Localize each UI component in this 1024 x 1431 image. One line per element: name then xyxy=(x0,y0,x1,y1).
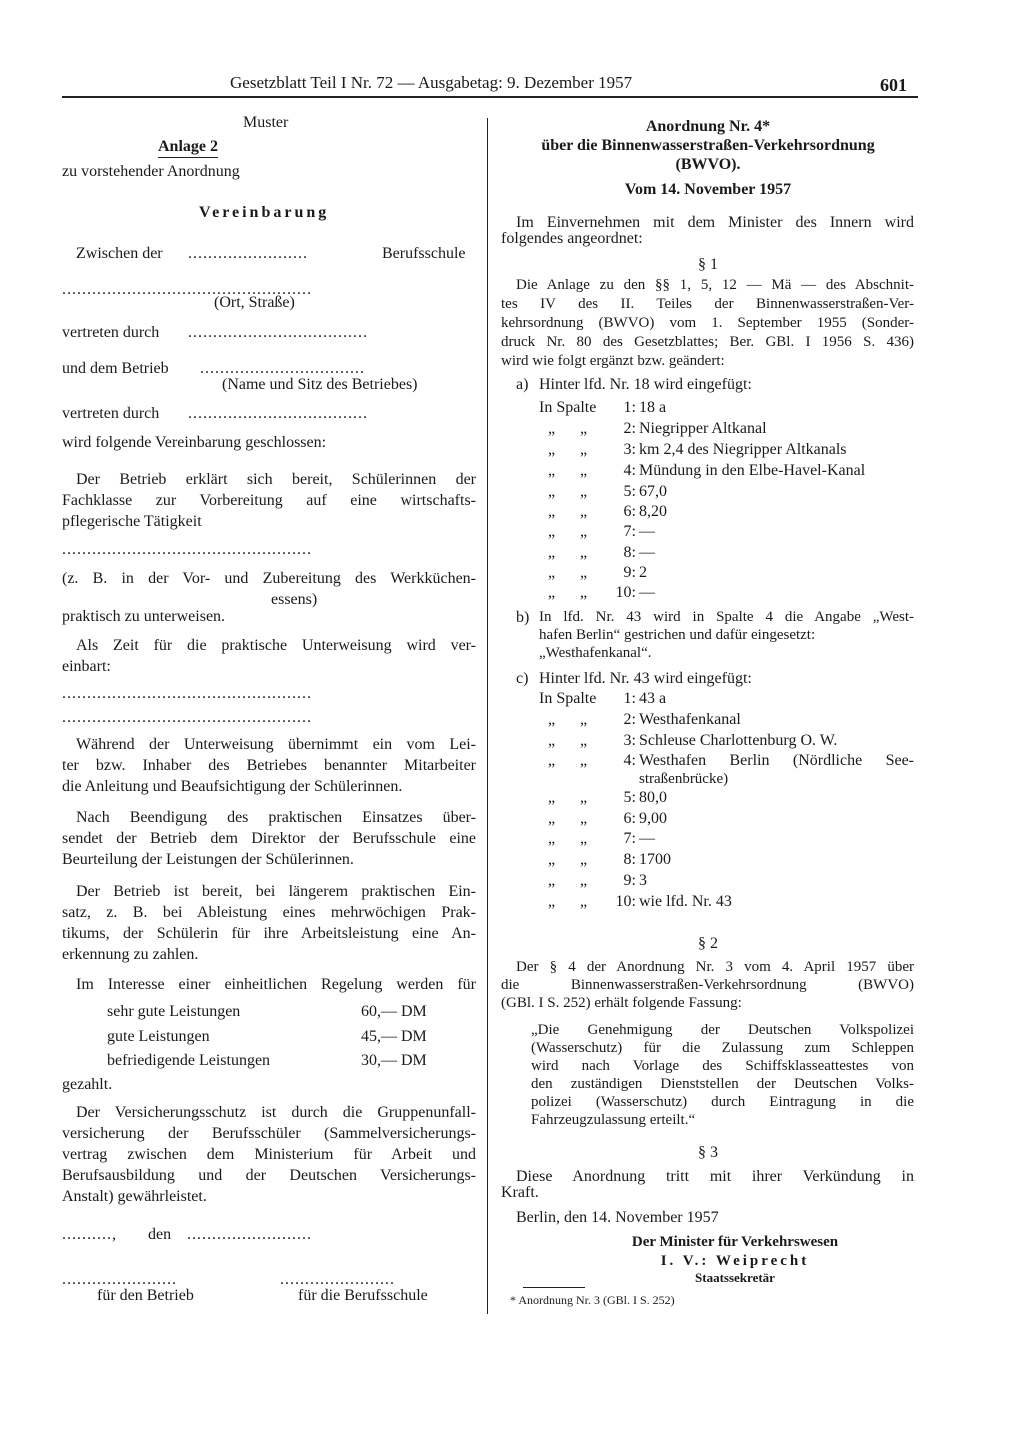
zwischen-blank: ........................ xyxy=(188,245,308,262)
footnote: * Anordnung Nr. 3 (GBl. I S. 252) xyxy=(510,1293,675,1307)
s1-line5: wird wie folgt ergänzt bzw. geändert: xyxy=(501,353,725,369)
agreement-intro: wird folgende Vereinbarung geschlossen: xyxy=(62,434,327,451)
activity-blank: .................................................. xyxy=(62,541,312,558)
signatory-role: Staatssekretär xyxy=(695,1270,775,1285)
s1-line1: Die Anlage zu den §§ 1, 5, 12 — Mä — des Abschnit- xyxy=(516,277,914,293)
column-number: 10: xyxy=(615,584,636,601)
s1-line2: tes IV des II. Teiles der Binnenwasserstraßen-Ver- xyxy=(501,296,914,312)
ditto-mark: „ xyxy=(580,752,588,769)
anlage-heading: Anlage 2 xyxy=(158,137,218,158)
item-b-line3: „Westhafenkanal“. xyxy=(539,645,652,661)
s3-line1: Diese Anordnung tritt mit ihrer Verkündung in xyxy=(516,1168,914,1185)
quote-line2: (Wasserschutz) für die Zulassung zum Schleppen xyxy=(531,1040,914,1056)
time-blank-2: .................................................. xyxy=(62,709,312,726)
s2-line2: die Binnenwasserstraßen-Verkehrsordnung (BWVO) xyxy=(501,977,914,993)
item-a-text: Hinter lfd. Nr. 18 wird eingefügt: xyxy=(539,376,752,393)
column-number: 5: xyxy=(623,789,636,806)
signature-caption-betrieb: für den Betrieb xyxy=(97,1287,194,1304)
column-value: 3 xyxy=(639,872,647,889)
anlage-reference: zu vorstehender Anordnung xyxy=(62,163,240,180)
para8-line3: vertrag zwischen dem Ministerium für Arbeit und xyxy=(62,1146,476,1163)
para6-line2: satz, z. B. bei Ableistung eines mehrwöchigen Prak- xyxy=(62,904,476,921)
column-value: Westhafenkanal xyxy=(639,711,741,728)
ditto-mark: „ xyxy=(580,544,588,561)
para2-line1: (z. B. in der Vor- und Zubereitung des Werkküchen- xyxy=(62,570,476,587)
column-value: 2 xyxy=(639,564,647,581)
para4-line3: die Anleitung und Beaufsichtigung der Schülerinnen. xyxy=(62,778,403,795)
place-date: Berlin, den 14. November 1957 xyxy=(516,1209,719,1226)
ditto-mark: „ xyxy=(580,711,588,728)
para2-line3: praktisch zu unterweisen. xyxy=(62,608,226,625)
page-number: 601 xyxy=(880,75,907,95)
rate-label: befriedigende Leistungen xyxy=(107,1052,271,1069)
column-value: Schleuse Charlottenburg O. W. xyxy=(639,732,838,749)
item-b-line1: In lfd. Nr. 43 wird in Spalte 4 die Angabe „West- xyxy=(539,609,914,625)
vertreten-label-2: vertreten durch xyxy=(62,405,160,422)
column-number: 1: xyxy=(623,399,636,416)
para6-line4: erkennung zu zahlen. xyxy=(62,946,199,963)
column-number: 7: xyxy=(623,830,636,847)
ditto-mark: „ xyxy=(580,893,588,910)
para8-line4: Berufsausbildung und der Deutschen Versicherungs- xyxy=(62,1167,476,1184)
time-blank-1: .................................................. xyxy=(62,685,312,702)
vertreten-label-1: vertreten durch xyxy=(62,324,160,341)
column-number: 2: xyxy=(623,711,636,728)
name-sitz-caption: (Name und Sitz des Betriebes) xyxy=(222,376,418,393)
ditto-mark: „ xyxy=(580,503,588,520)
column-number: 8: xyxy=(623,544,636,561)
ditto-mark: „ xyxy=(548,752,556,769)
column-number: 4: xyxy=(623,462,636,479)
column-value: — xyxy=(639,830,655,847)
rate-amount: 30,— DM xyxy=(361,1052,427,1069)
address-blank: .................................................. xyxy=(62,281,312,298)
signatory: I. V.: Weiprecht xyxy=(660,1253,810,1269)
ditto-mark: „ xyxy=(548,584,556,601)
anordnung-date: Vom 14. November 1957 xyxy=(624,181,792,198)
betrieb-label: und dem Betrieb xyxy=(62,360,169,377)
ditto-mark: „ xyxy=(548,851,556,868)
column-number: 1: xyxy=(623,690,636,707)
section-1-heading: § 1 xyxy=(698,256,718,273)
item-c-text: Hinter lfd. Nr. 43 wird eingefügt: xyxy=(539,670,752,687)
para8-line1: Der Versicherungsschutz ist durch die Gruppenunfall- xyxy=(76,1104,476,1121)
ditto-mark: „ xyxy=(548,711,556,728)
column-number: 5: xyxy=(623,483,636,500)
rate-label: sehr gute Leistungen xyxy=(107,1003,241,1020)
column-number: 9: xyxy=(623,872,636,889)
ditto-mark: „ xyxy=(548,441,556,458)
column-number: 7: xyxy=(623,523,636,540)
column-number: 6: xyxy=(623,810,636,827)
column-number: 10: xyxy=(615,893,636,910)
ditto-mark: „ xyxy=(580,851,588,868)
quote-line6: Fahrzeugzulassung erteilt.“ xyxy=(531,1112,696,1128)
ditto-mark: „ xyxy=(580,523,588,540)
item-c-label: c) xyxy=(516,670,529,687)
item-b-label: b) xyxy=(516,609,530,626)
para5-line2: sendet der Betrieb dem Direktor der Berufsschule eine xyxy=(62,830,476,847)
ditto-mark: „ xyxy=(548,503,556,520)
ditto-mark: „ xyxy=(580,872,588,889)
para3-line1: Als Zeit für die praktische Unterweisung wird ver- xyxy=(76,637,476,654)
header-rule xyxy=(62,96,918,98)
anordnung-subtitle: über die Binnenwasserstraßen-Verkehrsordnung xyxy=(541,137,875,154)
para4-line1: Während der Unterweisung übernimmt ein vom Lei- xyxy=(76,736,476,753)
column-value: 18 a xyxy=(639,399,667,416)
ditto-mark: „ xyxy=(580,420,588,437)
s1-line4: druck Nr. 80 des Gesetzblattes; Ber. GBl. I 1956 S. 436) xyxy=(501,334,914,350)
column-number: 2: xyxy=(623,420,636,437)
ditto-mark: „ xyxy=(548,462,556,479)
column-number: 8: xyxy=(623,851,636,868)
vertreten-blank-1: .................................... xyxy=(188,324,368,341)
s2-line1: Der § 4 der Anordnung Nr. 3 vom 4. April 1957 über xyxy=(516,959,914,975)
quote-line5: polizei (Wasserschutz) durch Eintragung in die xyxy=(531,1094,914,1110)
para5-line1: Nach Beendigung des praktischen Einsatzes über- xyxy=(76,809,476,826)
intro-line1: Im Einvernehmen mit dem Minister des Innern wird xyxy=(516,214,914,231)
ditto-mark: „ xyxy=(548,564,556,581)
column-divider xyxy=(487,118,488,1314)
column-value: — xyxy=(639,584,655,601)
ditto-mark: „ xyxy=(580,810,588,827)
s1-line3: kehrsordnung (BWVO) vom 1. September 1955 (Sonder- xyxy=(501,315,914,331)
section-3-heading: § 3 xyxy=(698,1144,718,1161)
zwischen-label: Zwischen der xyxy=(76,245,163,262)
column-value: 43 a xyxy=(639,690,667,707)
s2-line3: (GBl. I S. 252) erhält folgende Fassung: xyxy=(501,995,742,1011)
ditto-mark: „ xyxy=(580,462,588,479)
quote-line1: „Die Genehmigung der Deutschen Volkspolizei xyxy=(531,1022,914,1038)
para1-line3: pflegerische Tätigkeit xyxy=(62,513,202,530)
column-number: 3: xyxy=(623,732,636,749)
vereinbarung-heading: Vereinbarung xyxy=(199,204,330,221)
ditto-mark: „ xyxy=(580,584,588,601)
c-spalte-label: In Spalte xyxy=(539,690,597,707)
column-value: Mündung in den Elbe-Havel-Kanal xyxy=(639,462,866,479)
rate-amount: 60,— DM xyxy=(361,1003,427,1020)
para1-line1: Der Betrieb erklärt sich bereit, Schülerinnen der xyxy=(76,471,476,488)
column-value: km 2,4 des Niegripper Altkanals xyxy=(639,441,847,458)
s3-line2: Kraft. xyxy=(501,1184,539,1201)
quote-line4: den zuständigen Dienststellen der Deutschen Volks- xyxy=(531,1076,914,1092)
ditto-mark: „ xyxy=(580,564,588,581)
muster-label: Muster xyxy=(243,114,289,131)
column-value: wie lfd. Nr. 43 xyxy=(639,893,732,910)
ort-strasse-caption: (Ort, Straße) xyxy=(214,294,295,311)
ditto-mark: „ xyxy=(548,523,556,540)
footnote-rule xyxy=(523,1287,585,1288)
column-number: 4: xyxy=(623,752,636,769)
ditto-mark: „ xyxy=(580,732,588,749)
den-label: den xyxy=(148,1226,172,1243)
para8-line5: Anstalt) gewährleistet. xyxy=(62,1188,207,1205)
column-value: 67,0 xyxy=(639,483,667,500)
a-spalte-label: In Spalte xyxy=(539,399,597,416)
column-value-continued: straßenbrücke) xyxy=(639,771,729,787)
signature-caption-schule: für die Berufsschule xyxy=(298,1287,428,1304)
minister-title: Der Minister für Verkehrswesen xyxy=(631,1234,839,1250)
running-header: Gesetzblatt Teil I Nr. 72 — Ausgabetag: 9. Dezember 1957 xyxy=(230,73,633,92)
ditto-mark: „ xyxy=(548,483,556,500)
vertreten-blank-2: .................................... xyxy=(188,405,368,422)
ditto-mark: „ xyxy=(548,893,556,910)
para4-line2: ter bzw. Inhaber des Betriebes benannter Mitarbeiter xyxy=(62,757,476,774)
berufsschule-label: Berufsschule xyxy=(382,245,466,262)
den-blank: ......................... xyxy=(187,1226,312,1243)
column-value: 1700 xyxy=(639,851,671,868)
ditto-mark: „ xyxy=(548,872,556,889)
column-value: 80,0 xyxy=(639,789,667,806)
column-value: 8,20 xyxy=(639,503,667,520)
anordnung-title: Anordnung Nr. 4* xyxy=(645,118,771,135)
ditto-mark: „ xyxy=(548,544,556,561)
ditto-mark: „ xyxy=(580,483,588,500)
para6-line1: Der Betrieb ist bereit, bei längerem praktischen Ein- xyxy=(76,883,476,900)
ditto-mark: „ xyxy=(548,830,556,847)
item-a-label: a) xyxy=(516,376,529,393)
para5-line3: Beurteilung der Leistungen der Schülerinnen. xyxy=(62,851,354,868)
ditto-mark: „ xyxy=(580,441,588,458)
rate-amount: 45,— DM xyxy=(361,1028,427,1045)
column-number: 6: xyxy=(623,503,636,520)
ditto-mark: „ xyxy=(580,830,588,847)
signature-blank-betrieb: ....................... xyxy=(62,1271,177,1288)
gezahlt-text: gezahlt. xyxy=(62,1076,113,1093)
column-number: 3: xyxy=(623,441,636,458)
para2-line2: essens) xyxy=(271,591,318,608)
betrieb-blank: ................................. xyxy=(200,360,365,377)
column-value: Westhafen Berlin (Nördliche See- xyxy=(639,752,914,769)
para8-line2: versicherung der Berufsschüler (Sammelversicherungs- xyxy=(62,1125,476,1142)
anordnung-abbrev: (BWVO). xyxy=(675,156,741,173)
date-blank: .........., xyxy=(62,1226,117,1243)
para1-line2: Fachklasse zur Vorbereitung auf eine wirtschafts- xyxy=(62,492,476,509)
column-value: — xyxy=(639,544,655,561)
para6-line3: tikums, der Schülerin für ihre Arbeitsleistung eine An- xyxy=(62,925,476,942)
column-number: 9: xyxy=(623,564,636,581)
ditto-mark: „ xyxy=(548,789,556,806)
item-b-line2: hafen Berlin“ gestrichen und dafür eingesetzt: xyxy=(539,627,816,643)
para3-line2: einbart: xyxy=(62,658,111,675)
ditto-mark: „ xyxy=(548,420,556,437)
ditto-mark: „ xyxy=(548,810,556,827)
ditto-mark: „ xyxy=(580,789,588,806)
ditto-mark: „ xyxy=(548,732,556,749)
section-2-heading: § 2 xyxy=(698,935,718,952)
para7-line1: Im Interesse einer einheitlichen Regelung werden für xyxy=(76,976,476,993)
rate-label: gute Leistungen xyxy=(107,1028,210,1045)
column-value: 9,00 xyxy=(639,810,667,827)
column-value: Niegripper Altkanal xyxy=(639,420,767,437)
signature-blank-schule: ....................... xyxy=(280,1271,395,1288)
intro-line2: folgendes angeordnet: xyxy=(501,230,643,247)
quote-line3: wird nach Vorlage des Schiffsklasseattestes von xyxy=(531,1058,914,1074)
column-value: — xyxy=(639,523,655,540)
